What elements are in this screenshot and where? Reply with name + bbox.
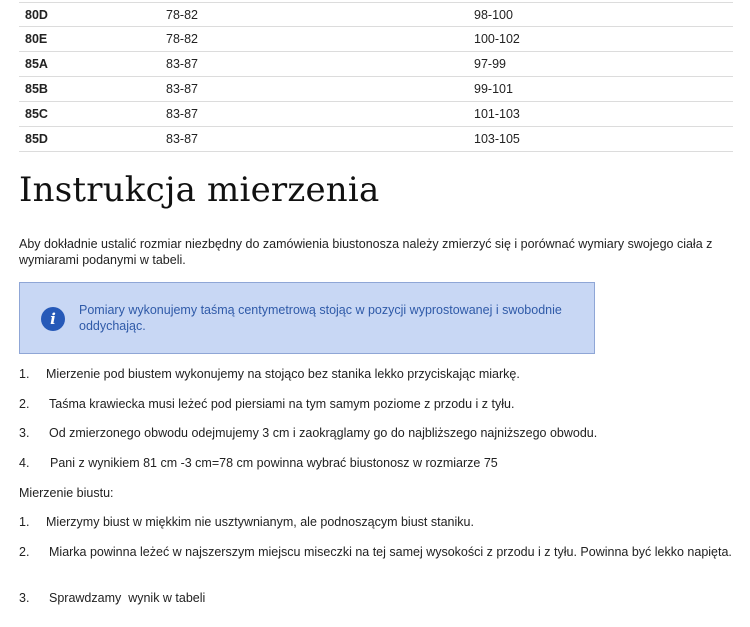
step-text: Miarka powinna leżeć w najszerszym miejscu miseczki na tej samej wysokości z przodu i z tyłu. Powinna być lekko napięta. <box>49 545 732 559</box>
bust-cell: 101-103 <box>468 102 733 127</box>
size-cell: 80D <box>19 3 160 27</box>
intro-paragraph: Aby dokładnie ustalić rozmiar niezbędny do zamówienia biustonosza należy zmierzyć się i porównać wymiary swojego ciała z wymiarami podanymi w tabeli. <box>19 237 713 267</box>
underbust-step <box>19 396 514 412</box>
step-number: 2. <box>19 545 30 559</box>
underbust-cell: 78-82 <box>160 27 468 52</box>
step-text: Mierzymy biust w miękkim nie usztywnianym, ale podnoszącym biust staniku. <box>46 515 474 529</box>
underbust-step <box>19 366 520 382</box>
step-number: 2. <box>19 397 30 411</box>
bust-step <box>19 514 474 530</box>
table-row <box>19 77 733 102</box>
size-cell: 85A <box>19 52 160 77</box>
table-row <box>19 127 733 152</box>
info-callout <box>19 282 595 354</box>
bust-cell: 97-99 <box>468 52 733 77</box>
step-number: 3. <box>19 426 30 440</box>
size-cell: 85B <box>19 77 160 102</box>
step-text: Od zmierzonego obwodu odejmujemy 3 cm i zaokrąglamy go do najbliższego najniższego obwodu. <box>49 426 598 440</box>
underbust-cell: 83-87 <box>160 77 468 102</box>
bust-step <box>19 590 205 606</box>
size-table <box>19 2 733 152</box>
table-row <box>19 27 733 52</box>
bust-cell: 103-105 <box>468 127 733 152</box>
table-row <box>19 3 733 27</box>
underbust-cell: 83-87 <box>160 52 468 77</box>
step-number: 4. <box>19 456 30 470</box>
info-icon: i <box>41 307 65 331</box>
size-cell: 85C <box>19 102 160 127</box>
section-heading: Instrukcja mierzenia <box>19 170 380 210</box>
bust-cell: 98-100 <box>468 3 733 27</box>
bust-subheading: Mierzenie biustu: <box>19 486 114 500</box>
step-number: 1. <box>19 367 30 381</box>
step-number: 3. <box>19 591 30 605</box>
step-text: Mierzenie pod biustem wykonujemy na stojąco bez stanika lekko przyciskając miarkę. <box>46 367 520 381</box>
underbust-step <box>19 425 597 441</box>
step-number: 1. <box>19 515 30 529</box>
step-text: Sprawdzamy wynik w tabeli <box>49 591 206 605</box>
size-cell: 80E <box>19 27 160 52</box>
bust-cell: 100-102 <box>468 27 733 52</box>
step-text: Pani z wynikiem 81 cm -3 cm=78 cm powinna wybrać biustonosz w rozmiarze 75 <box>50 456 498 470</box>
table-row <box>19 102 733 127</box>
underbust-cell: 83-87 <box>160 102 468 127</box>
bust-cell: 99-101 <box>468 77 733 102</box>
table-row <box>19 52 733 77</box>
step-text: Taśma krawiecka musi leżeć pod piersiami na tym samym poziome z przodu i z tyłu. <box>49 397 515 411</box>
info-callout-text: Pomiary wykonujemy taśmą centymetrową stojąc w pozycji wyprostowanej i swobodnie oddychając. <box>79 303 562 333</box>
bust-step <box>19 544 734 560</box>
underbust-step <box>19 455 498 471</box>
underbust-cell: 83-87 <box>160 127 468 152</box>
size-cell: 85D <box>19 127 160 152</box>
underbust-cell: 78-82 <box>160 3 468 27</box>
